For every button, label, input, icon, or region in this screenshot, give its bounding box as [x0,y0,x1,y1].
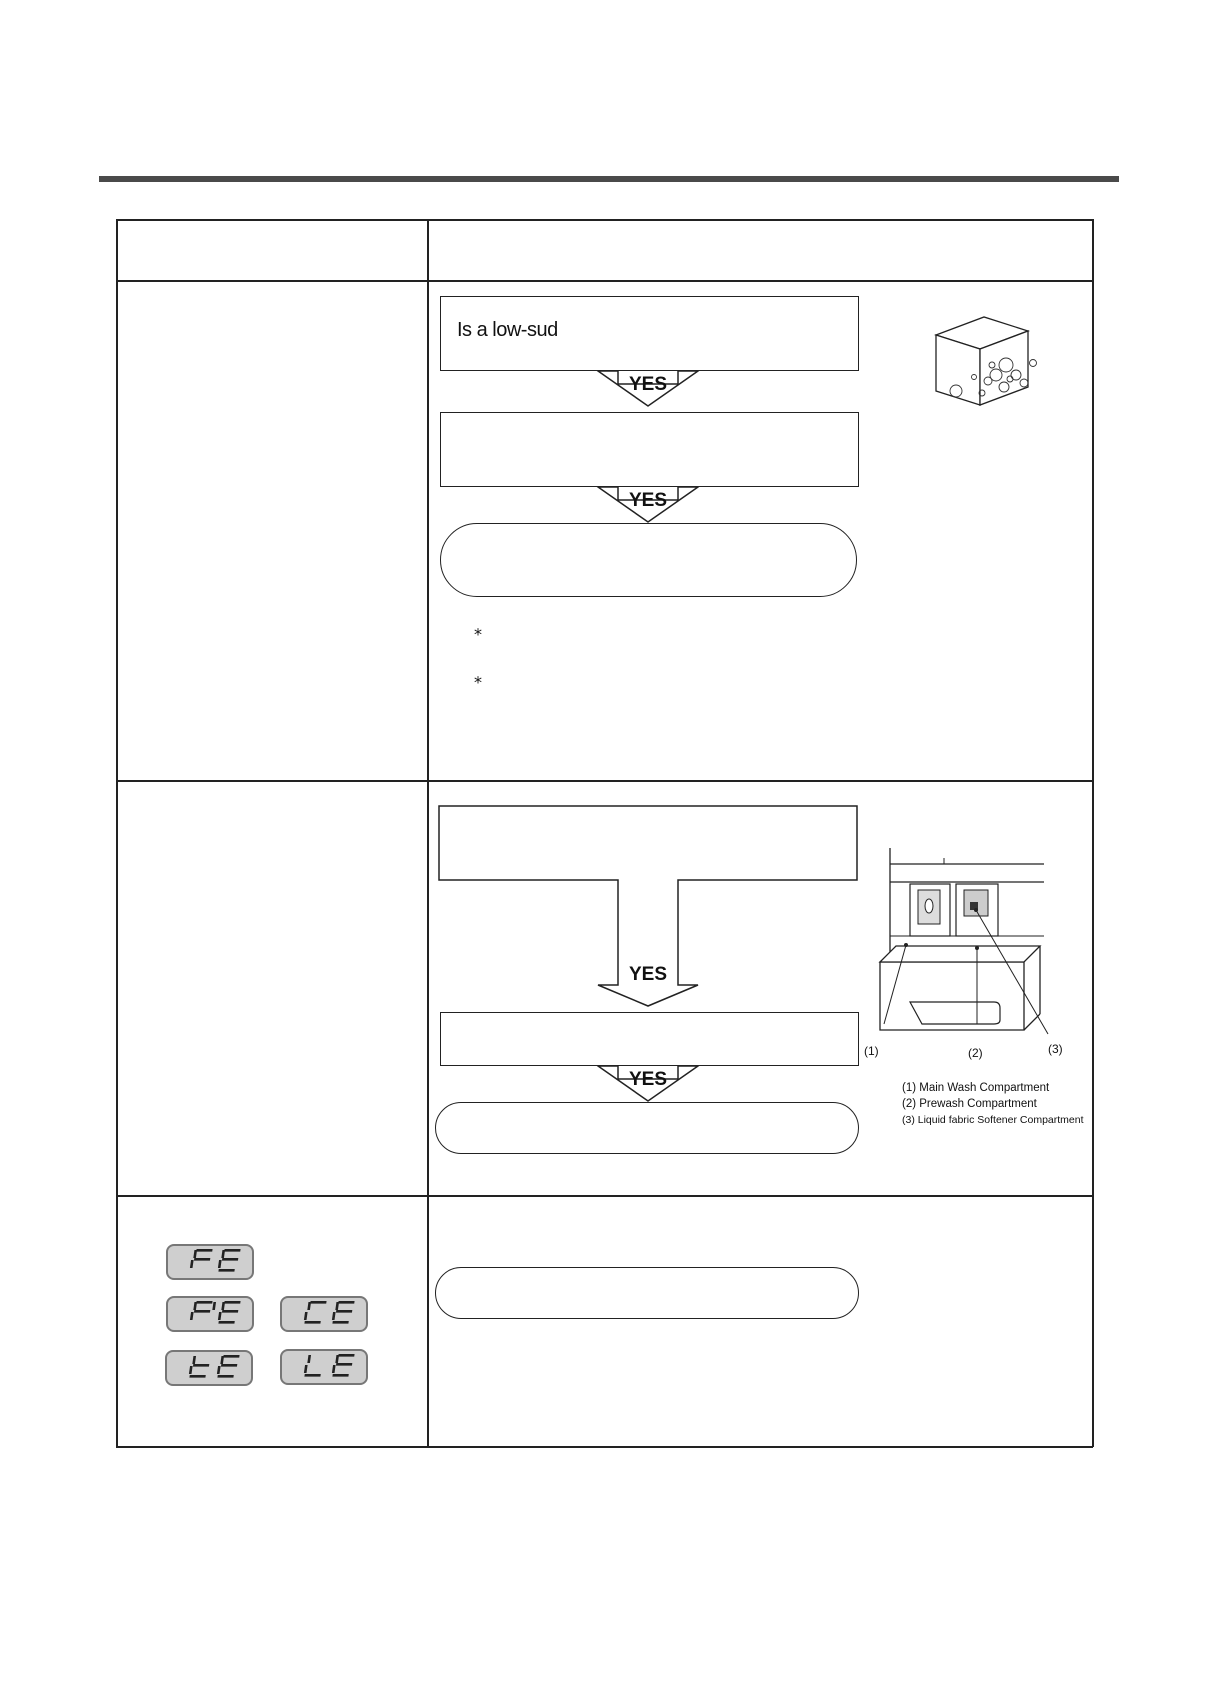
table-column-divider [427,219,429,1447]
yes-arrow-1-label: YES [628,374,668,395]
table-row-divider-2 [116,1195,1093,1197]
note-marker-1: ⁎ [474,620,482,639]
note-marker-2: ⁎ [474,668,482,687]
question-box-2 [440,412,859,487]
table-left-border [116,219,118,1447]
dispenser-drawer-illustration [860,840,1060,1040]
error-code-le [280,1349,368,1385]
question-text-low-sud: Is a low-sud [457,319,558,341]
legend-main-wash: (1) Main Wash Compartment [902,1082,1050,1094]
legend-prewash: (2) Prewash Compartment [902,1098,1037,1110]
error-code-fe [166,1244,254,1280]
yes-arrow-3-label: YES [628,964,668,985]
yes-arrow-4 [596,1065,702,1103]
yes-arrow-4-label: YES [628,1069,668,1090]
error-code-te [165,1350,253,1386]
question-box-4 [440,1012,859,1066]
dispenser-label-2: (2) [968,1046,983,1060]
table-row-divider-1 [116,780,1093,782]
action-box-3 [435,1267,859,1319]
dispenser-label-1: (1) [864,1044,879,1058]
question-box-low-sud [440,296,859,371]
error-code-ce [280,1296,368,1332]
legend-softener: (3) Liquid fabric Softener Compartment [902,1114,1084,1126]
dispenser-label-3: (3) [1048,1042,1063,1056]
header-rule [99,176,1119,182]
table-bottom-border [116,1446,1093,1448]
error-code-pe [166,1296,254,1332]
table-header-divider [116,280,1093,282]
action-box-1 [440,523,857,597]
table-top-border [116,219,1093,221]
action-box-2 [435,1102,859,1154]
question-box-3-with-arrow [438,805,862,1008]
yes-arrow-2-label: YES [628,490,668,511]
table-right-border [1092,219,1094,1447]
detergent-box-illustration [930,305,1045,410]
yes-arrow-1 [596,370,702,408]
yes-arrow-2 [596,486,702,524]
